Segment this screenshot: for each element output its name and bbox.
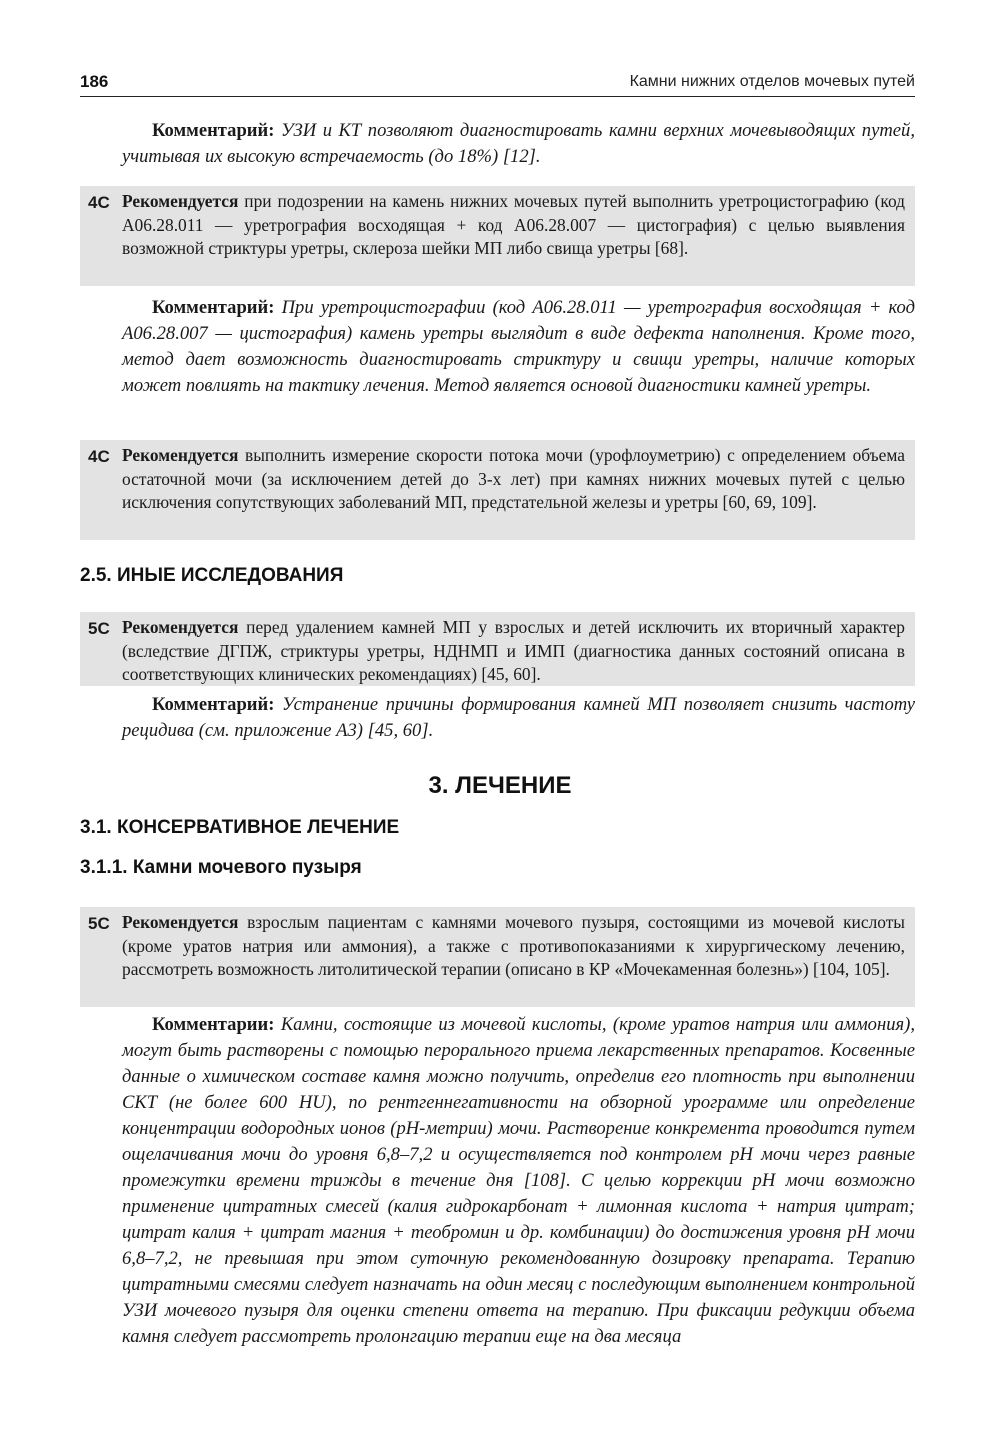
comment-label: Комментарии: — [152, 1014, 275, 1035]
evidence-grade: 4C — [88, 193, 110, 212]
comment-paragraph — [122, 692, 915, 744]
evidence-grade: 4C — [88, 447, 110, 466]
section-heading: 2.5. ИНЫЕ ИССЛЕДОВАНИЯ — [80, 565, 344, 586]
recommendation-body: выполнить измерение скорости потока мочи (урофлоуметрию) с определением объема остаточной мочи (за исключением детей до 3-х лет) при камнях нижних мочевых путей с целью исключения сопутствующих заболеваний МП, предстательной железы и уретры [60, 69, 109]. — [122, 445, 905, 512]
comment-text: Камни, состоящие из мочевой кислоты, (кроме уратов натрия или аммония), могут быть растворены с помощью перорального приема лекарственных препаратов. Косвенные данные о химическом составе камня можно получить, определив его плотность при выполнении СКТ (не более 600 HU), по рентгеннегативности на обзорной урограмме или определение концентрации водородных ионов (pH-метрии) мочи. Растворение конкремента проводится путем ощелачивания мочи до уровня 6,8–7,2 и осуществляется под контролем pH мочи через равные промежутки времени трижды в течение дня [108]. С целью коррекции pH мочи возможно применение цитратных смесей (калия гидрокарбонат + лимонная кислота + натрия цитрат; цитрат калия + цитрат магния + теобромин и др. комбинации) до достижения уровня pH мочи 6,8–7,2, не превышая при этом суточную рекомендованную дозировку препарата. Терапию цитратными смесями следует назначать на один месяц с последующим выполнением контрольной УЗИ мочевого пузыря для оценки степени ответа на терапию. При фиксации редукции объема камня следует рассмотреть пролонгацию терапии еще на два месяца — [122, 1014, 915, 1347]
subsection-heading: 3.1.1. Камни мочевого пузыря — [80, 857, 362, 878]
comment-text: При уретроцистографии (код А06.28.011 — уретрография восходящая + код А06.28.007 — цистография) камень уретры выглядит в виде дефекта наполнения. Кроме того, метод дает возможность диагностировать стриктуру и свищи уретры, наличие которых может повлиять на тактику лечения. Метод является основой диагностики камней уретры. — [122, 297, 916, 396]
recommendation-label: Рекомендуется — [122, 445, 239, 465]
recommendation-label: Рекомендуется — [122, 191, 239, 211]
running-title: Камни нижних отделов мочевых путей — [629, 73, 915, 90]
recommendation-text — [122, 616, 905, 687]
recommendation-box — [80, 612, 915, 686]
chapter-heading: 3. ЛЕЧЕНИЕ — [428, 772, 572, 799]
comment-label: Комментарий: — [152, 694, 275, 715]
recommendation-text — [122, 444, 905, 515]
comment-label: Комментарий: — [152, 120, 275, 141]
recommendation-body: взрослым пациентам с камнями мочевого пузыря, состоящими из мочевой кислоты (кроме уратов натрия или аммония), а также с противопоказаниями к хирургическому лечению, рассмотреть возможность литолитической терапии (описано в КР «Мочекаменная болезнь») [104, 105]. — [122, 912, 905, 979]
evidence-grade: 5C — [88, 914, 110, 933]
comment-text: Устранение причины формирования камней МП позволяет снизить частоту рецидива (см. приложение А3) [45, 60]. — [122, 694, 915, 741]
recommendation-text — [122, 190, 905, 261]
section-heading: 3.1. КОНСЕРВАТИВНОЕ ЛЕЧЕНИЕ — [80, 817, 400, 838]
page-header — [80, 70, 915, 97]
recommendation-box — [80, 907, 915, 1007]
comment-paragraph — [122, 118, 915, 170]
recommendation-box — [80, 440, 915, 540]
comment-paragraph — [122, 295, 915, 399]
recommendation-box — [80, 186, 915, 286]
comment-text: УЗИ и КТ позволяют диагностировать камни верхних мочевыводящих путей, учитывая их высокую встречаемость (до 18%) [12]. — [122, 120, 915, 167]
page-number: 186 — [80, 72, 109, 91]
comment-paragraph — [122, 1012, 915, 1350]
recommendation-text — [122, 911, 905, 982]
recommendation-body: перед удалением камней МП у взрослых и детей исключить их вторичный характер (вследствие ДГПЖ, стриктуры уретры, НДНМП и ИМП (диагностика данных состояний описана в соответствующих клинических рекомендациях) [45, 60]. — [122, 617, 905, 684]
comment-label: Комментарий: — [152, 297, 275, 318]
recommendation-body: при подозрении на камень нижних мочевых путей выполнить уретроцистографию (код А06.28.011 — уретрография восходящая + код А06.28.007 — цистография) с целью выявления возможной стриктуры уретры, склероза шейки МП либо свища уретры [68]. — [122, 191, 905, 258]
evidence-grade: 5C — [88, 619, 110, 638]
recommendation-label: Рекомендуется — [122, 912, 239, 932]
recommendation-label: Рекомендуется — [122, 617, 239, 637]
